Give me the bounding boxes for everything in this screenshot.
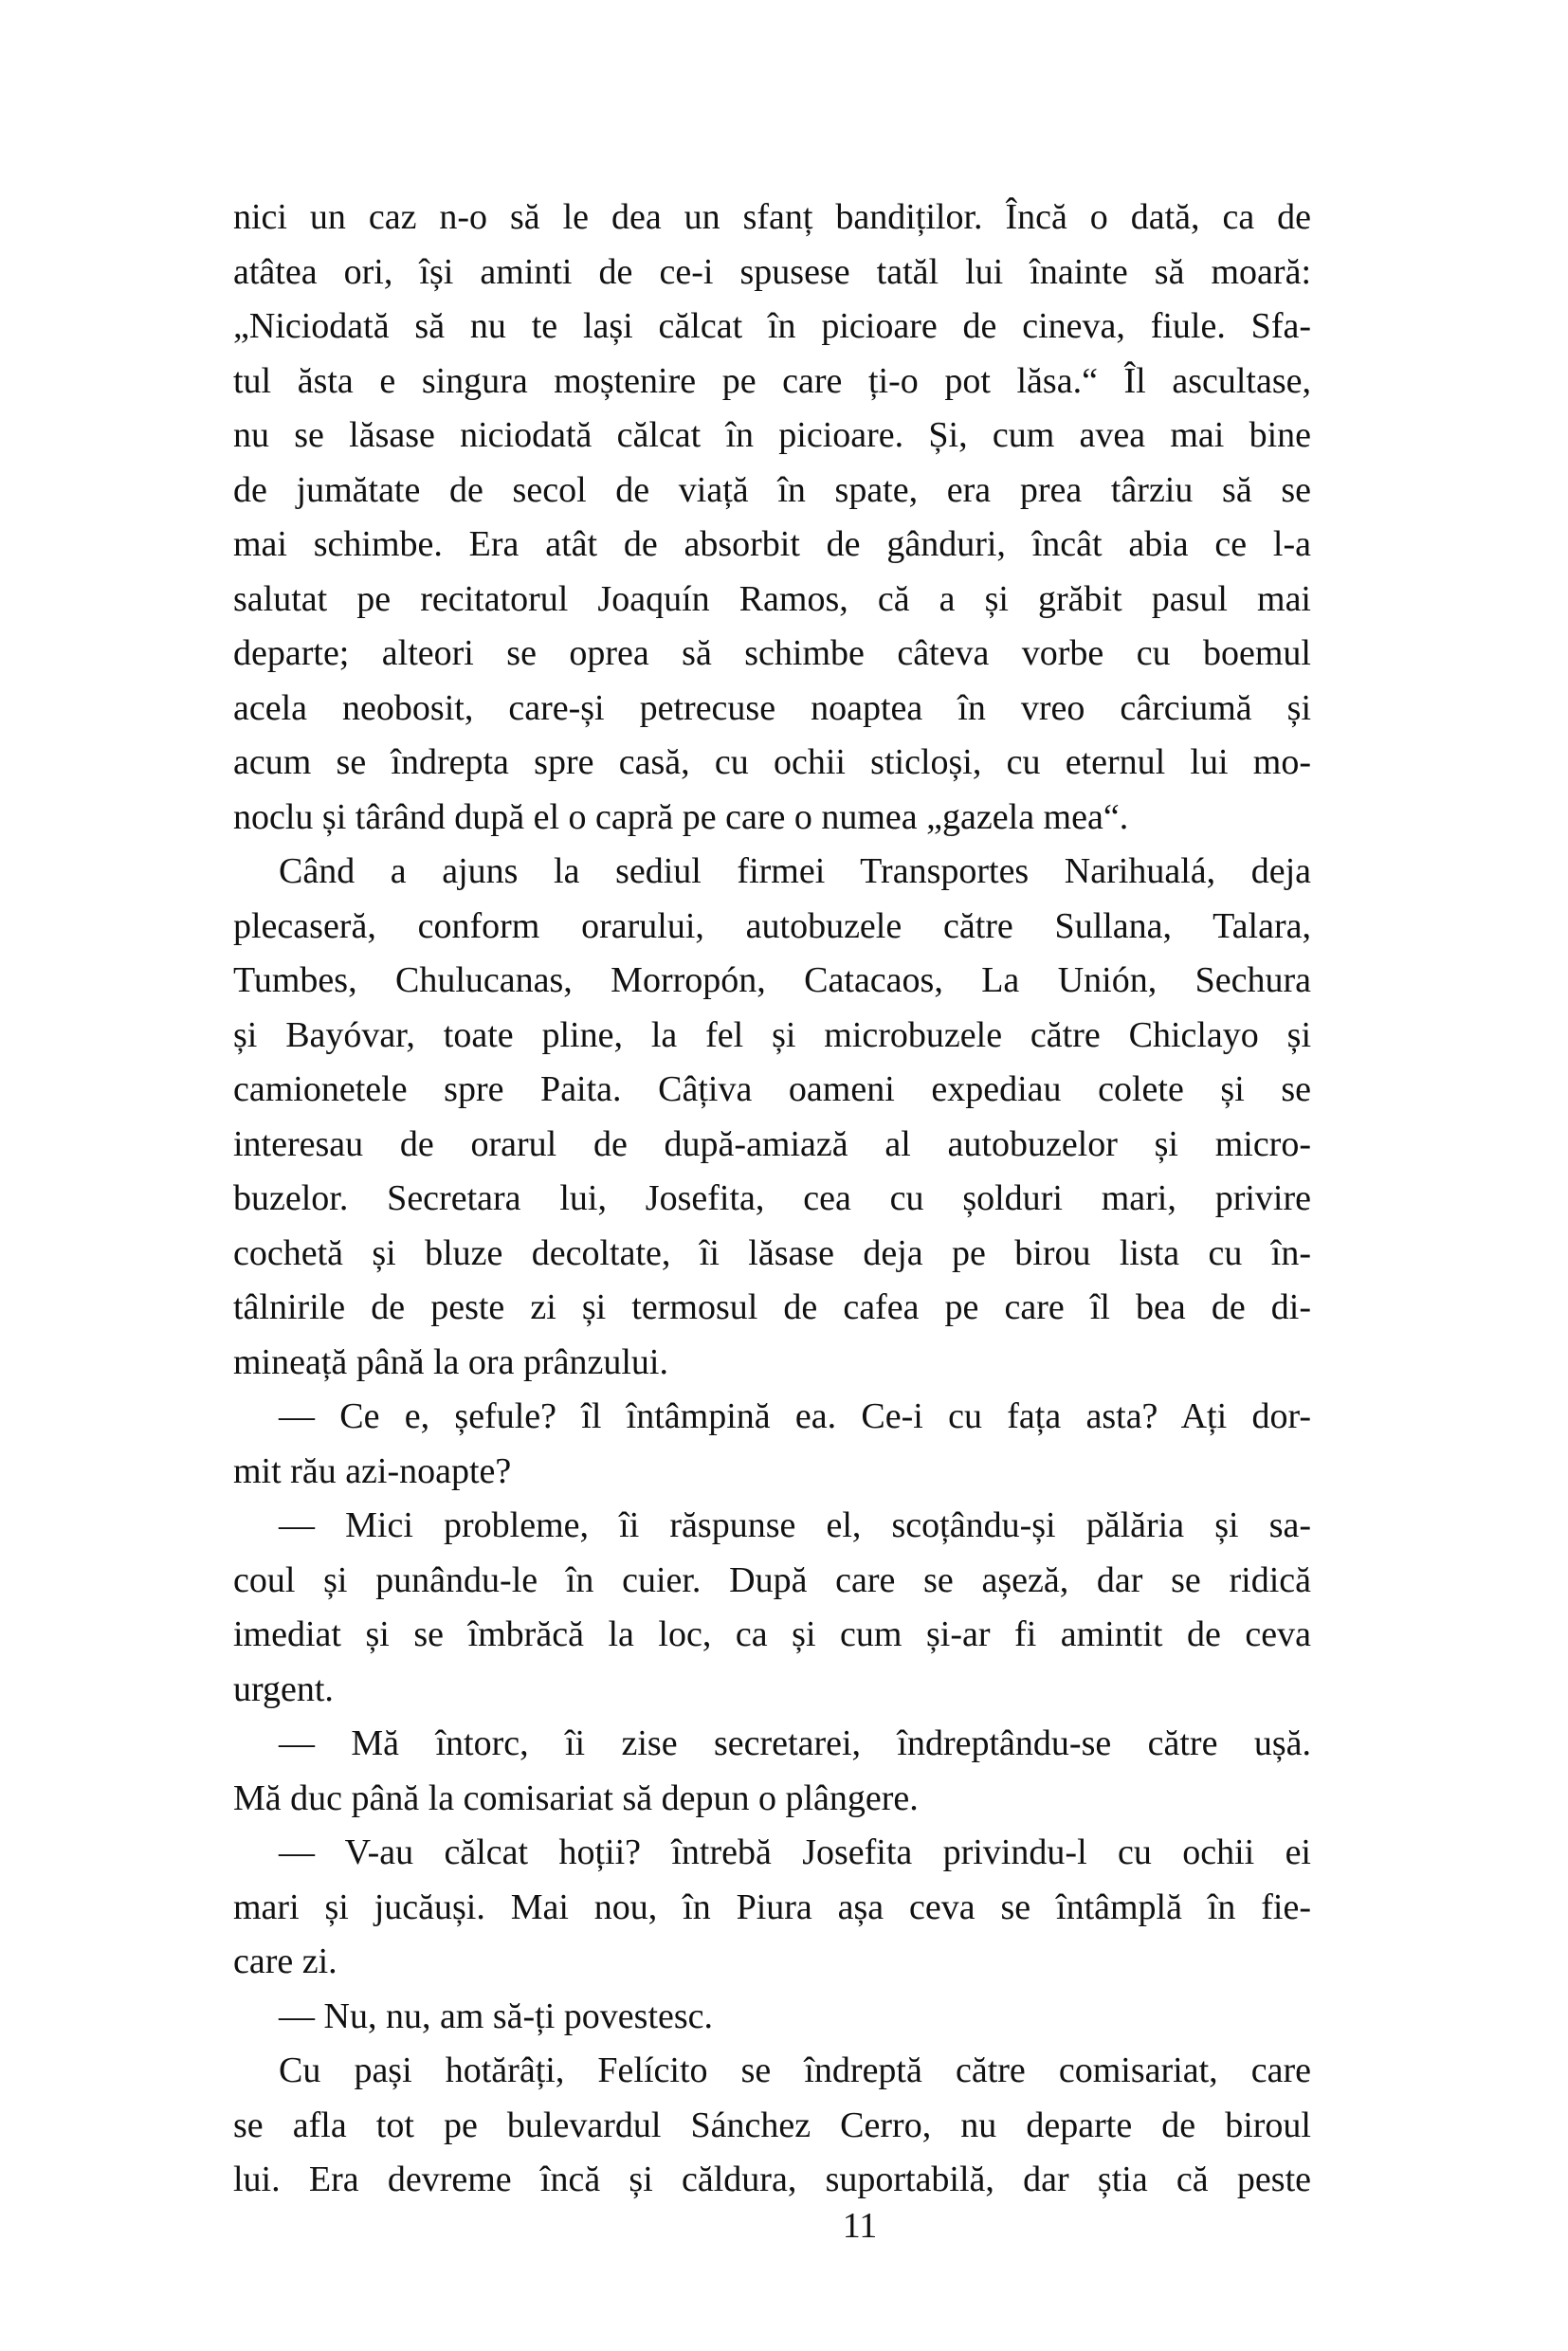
text-line: cochetă și bluze decoltate, îi lăsase deja pe birou lista cu în- <box>233 1232 1311 1273</box>
text-line: — Mă întorc, îi zise secretarei, îndreptându-se către ușă. <box>279 1723 1311 1763</box>
text-line: — Ce e, șefule? îl întâmpină ea. Ce-i cu fața asta? Ați dor- <box>279 1396 1311 1436</box>
text-line: interesau de orarul de după-amiază al autobuzelor și micro- <box>233 1123 1311 1164</box>
text-line: urgent. <box>233 1668 334 1709</box>
text-line: buzelor. Secretara lui, Josefita, cea cu șolduri mari, privire <box>233 1178 1311 1218</box>
paragraph <box>233 2044 1311 2208</box>
text-line: tâlnirile de peste zi și termosul de cafea pe care îl bea de di- <box>233 1287 1311 1327</box>
text-line: mari și jucăuși. Mai nou, în Piura așa ceva se întâmplă în fie- <box>233 1886 1311 1927</box>
text-line: și Bayóvar, toate pline, la fel și microbuzele către Chiclayo și <box>233 1014 1311 1055</box>
text-line: care zi. <box>233 1941 337 1981</box>
text-line: nici un caz n-o să le dea un sfanț bandiților. Încă o dată, ca de <box>233 197 1311 237</box>
text-line: Cu pași hotărâți, Felícito se îndreptă către comisariat, care <box>279 2050 1311 2090</box>
paragraph <box>233 1990 1311 2045</box>
paragraph <box>233 1826 1311 1990</box>
text-line: salutat pe recitatorul Joaquín Ramos, că a și grăbit pasul mai <box>233 578 1311 619</box>
text-line: atâtea ori, își aminti de ce-i spusese tatăl lui înainte să moară: <box>233 251 1311 292</box>
text-line: camionetele spre Paita. Câțiva oameni expediau colete și se <box>233 1069 1311 1109</box>
text-line: — Mici probleme, îi răspunse el, scoțându-și pălăria și sa- <box>279 1505 1311 1545</box>
text-line: mai schimbe. Era atât de absorbit de gânduri, încât abia ce l-a <box>233 524 1311 564</box>
text-line: lui. Era devreme încă și căldura, suportabilă, dar știa că peste <box>233 2160 1311 2199</box>
text-line: acela neobosit, care-și petrecuse noaptea în vreo cârciumă și <box>233 687 1311 728</box>
text-line: nu se lăsase niciodată călcat în picioare. Și, cum avea mai bine <box>233 415 1311 455</box>
paragraph <box>233 1390 1311 1499</box>
text-line: tul ăsta e singura moștenire pe care ți-o pot lăsa.“ Îl ascultase, <box>233 360 1311 401</box>
paragraph <box>233 1499 1311 1717</box>
text-line: de jumătate de secol de viață în spate, era prea târziu să se <box>233 469 1311 510</box>
text-line: plecaseră, conform orarului, autobuzele către Sullana, Talara, <box>233 905 1311 946</box>
text-line: mit rău azi-noapte? <box>233 1450 512 1491</box>
text-line: — Nu, nu, am să-ți povestesc. <box>279 1996 714 2036</box>
text-line: acum se îndrepta spre casă, cu ochii sticloși, cu eternul lui mo- <box>233 742 1311 782</box>
paragraph <box>233 1717 1311 1826</box>
text-line: mineață până la ora prânzului. <box>233 1341 668 1382</box>
text-line: coul și punându-le în cuier. După care se așeză, dar se ridică <box>233 1559 1311 1600</box>
text-line: Când a ajuns la sediul firmei Transportes Narihualá, deja <box>279 851 1311 891</box>
text-line: departe; alteori se oprea să schimbe câteva vorbe cu boemul <box>233 633 1311 673</box>
text-line: se afla tot pe bulevardul Sánchez Cerro, nu departe de biroul <box>233 2105 1311 2145</box>
paragraph <box>233 191 1311 845</box>
body-text <box>233 191 1311 2208</box>
text-line: — V-au călcat hoții? întrebă Josefita privindu-l cu ochii ei <box>279 1832 1311 1872</box>
text-line: noclu și târând după el o capră pe care o numea „gazela mea“. <box>233 796 1129 837</box>
text-line: Tumbes, Chulucanas, Morropón, Catacaos, La Unión, Sechura <box>233 960 1311 1000</box>
page-number: 11 <box>842 2206 878 2246</box>
text-line: imediat și se îmbrăcă la loc, ca și cum și-ar fi amintit de ceva <box>233 1614 1311 1654</box>
paragraph <box>233 845 1311 1390</box>
text-line: Mă duc până la comisariat să depun o plângere. <box>233 1777 919 1818</box>
text-line: „Niciodată să nu te lași călcat în picioare de cineva, fiule. Sfa- <box>233 306 1311 346</box>
